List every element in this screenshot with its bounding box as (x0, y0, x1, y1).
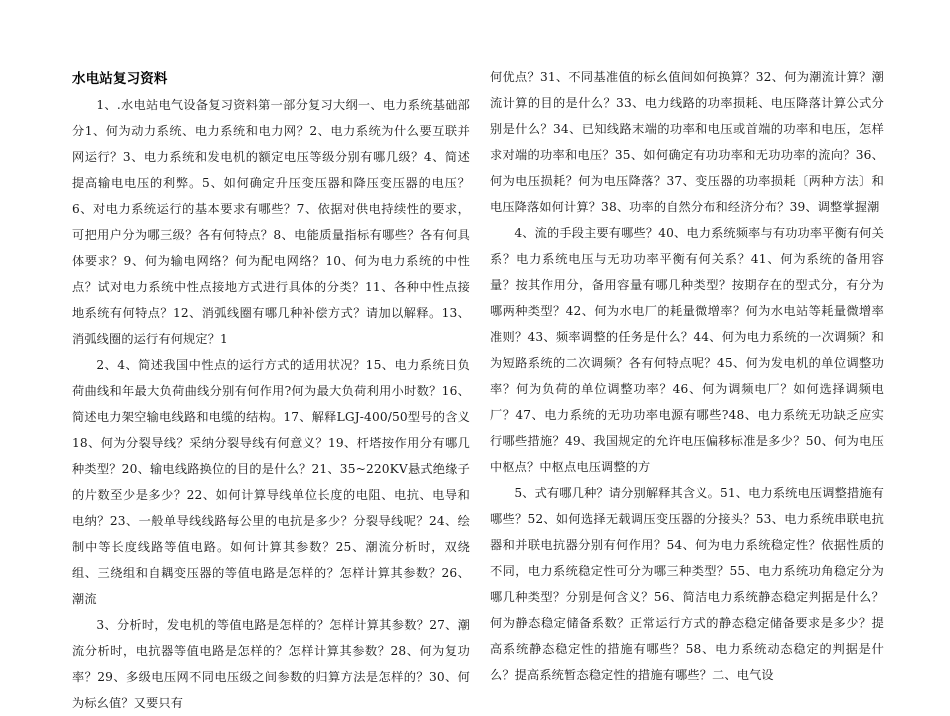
paragraph-3: 3、分析时，发电机的等值电路是怎样的？怎样计算其参数？27、潮流分析时，电抗器等值电路是怎样的？怎样计算其参数？28、何为复功率？29、多级电压网不同电压级之间参数的归算方法是怎样的？30、何为标幺值？又要只有 (72, 618, 470, 710)
paragraph-5: 5、式有哪几种？请分别解释其含义。51、电力系统电压调整措施有哪些？52、如何选择无载调压变压器的分接头？53、电力系统串联电抗器和并联电抗器分别有何作用？54、何为电力系统稳定性？依据性质的不同，电力系统稳定性可分为哪三种类型？55、电力系统功角稳定分为哪几种类型？分别是何含义？56、简洁电力系统静态稳定判据是什么？何为静态稳定储备系数？正常运行方式的静态稳定储备要求是多少？提高系统静态稳定性的措施有哪些？58、电力系统动态稳定的判据是什么？提高系统暂态稳定性的措施有哪些？二、电气设 (490, 486, 884, 682)
left-column (72, 64, 470, 716)
paragraph-2: 2、4、简述我国中性点的运行方式的适用状况？15、电力系统日负荷曲线和年最大负荷曲线分别有何作用?何为最大负荷利用小时数？16、简述电力架空输电线路和电缆的结构。17、解释LGJ-400/50型号的含义18、何为分裂导线？采纳分裂导线有何意义？19、杆塔按作用分有哪几种类型？20、输电线路换位的目的是什么？21、35~220KV悬式绝缘子的片数至少是多少？22、如何计算导线单位长度的电阻、电抗、电导和电纳？23、一般单导线线路每公里的电抗是多少？分裂导线呢？24、绘制中等长度线路等值电路。如何计算其参数？25、潮流分析时，双绕组、三绕组和自耦变压器的等值电路是怎样的？怎样计算其参数？26、潮流 (72, 358, 470, 606)
right-column (490, 64, 884, 688)
paragraph-continued: 何优点？31、不同基准值的标幺值间如何换算？32、何为潮流计算？潮流计算的目的是什么？33、电力线路的功率损耗、电压降落计算公式分别是什么？34、已知线路末端的功率和电压或首端的功率和电压，怎样求对端的功率和电压？35、如何确定有功功率和无功功率的流向？36、何为电压损耗？何为电压降落？37、变压器的功率损耗〔两种方法〕和电压降落如何计算？38、功率的自然分布和经济分布？39、调整掌握潮 (490, 70, 884, 214)
document-title: 水电站复习资料 (72, 71, 168, 87)
paragraph-1: 1、.水电站电气设备复习资料第一部分复习大纲一、电力系统基础部分1、何为动力系统、电力系统和电力网？2、电力系统为什么要互联并网运行？3、电力系统和发电机的额定电压等级分别有哪几级？4、简述提高输电电压的利弊。5、如何确定升压变压器和降压变压器的电压？6、对电力系统运行的基本要求有哪些？7、依据对供电持续性的要求，可把用户分为哪三级？各有何特点？8、电能质量指标有哪些？各有何具体要求？9、何为输电网络？何为配电网络？10、何为电力系统的中性点？试对电力系统中性点接地方式进行具体的分类？11、各种中性点接地系统有何特点？12、消弧线圈有哪几种补偿方式？请加以解释。13、消弧线圈的运行有何规定？1 (72, 98, 470, 346)
paragraph-4: 4、流的手段主要有哪些？40、电力系统频率与有功功率平衡有何关系？电力系统电压与无功功率平衡有何关系？41、何为系统的备用容量？按其作用分，备用容量有哪几种类型？按期存在的型式分，有分为哪两种类型？42、何为水电厂的耗量微增率？何为水电站等耗量微增率准则？43、频率调整的任务是什么？44、何为电力系统的一次调频？和为短路系统的二次调频？各有何特点呢？45、何为发电机的单位调整功率？何为负荷的单位调整功率？46、何为调频电厂？如何选择调频电厂？47、电力系统的无功功率电源有哪些?48、电力系统无功缺乏应实行哪些措施？49、我国规定的允许电压偏移标准是多少？50、何为电压中枢点？中枢点电压调整的方 (490, 226, 884, 474)
